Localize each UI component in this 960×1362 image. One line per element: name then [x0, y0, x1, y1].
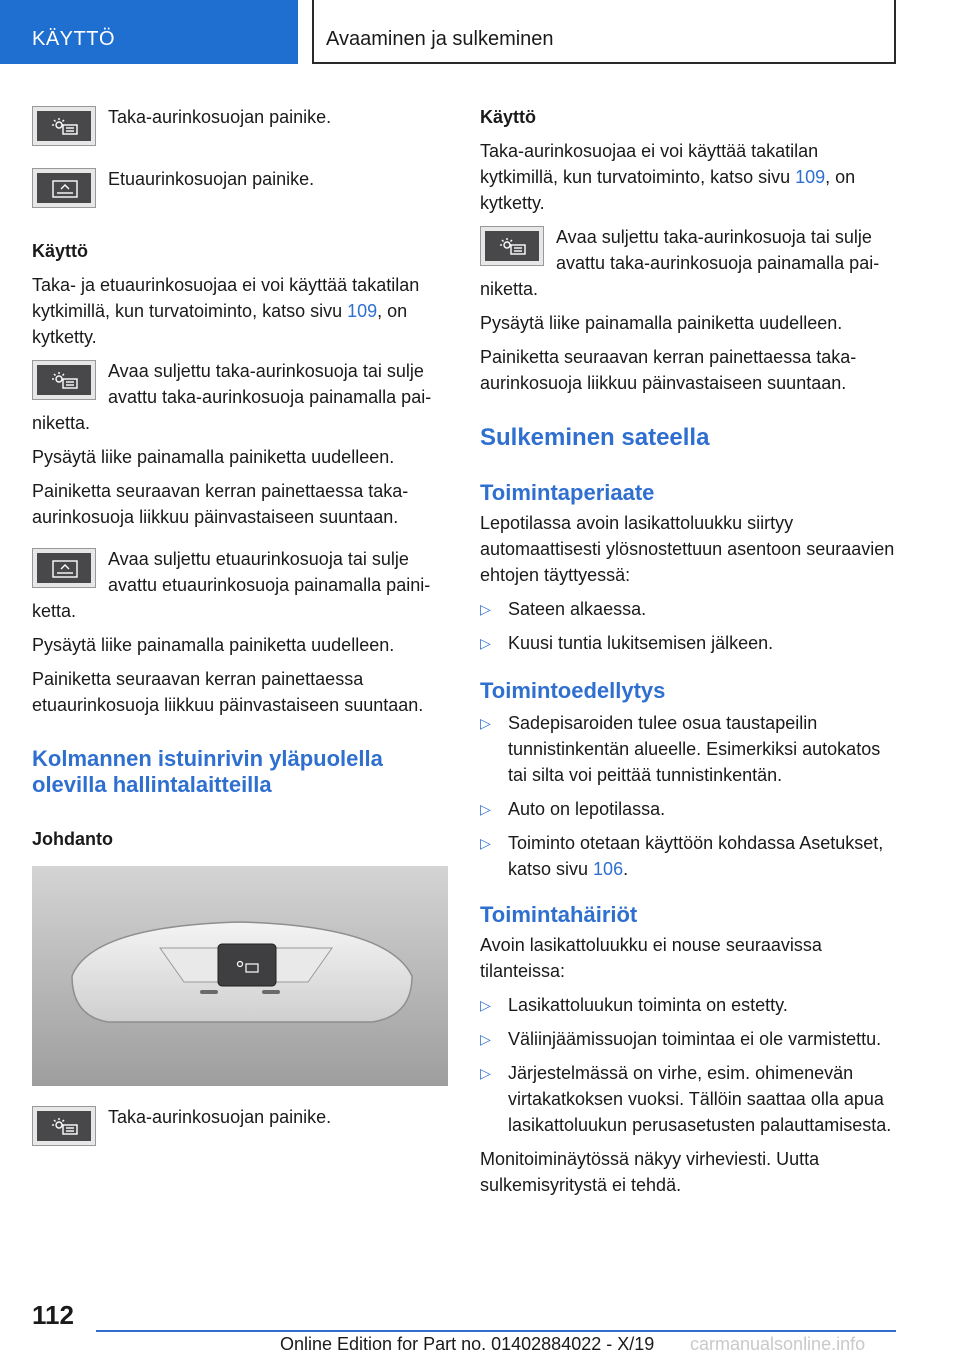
- section-heading-block: [32, 746, 448, 798]
- malfunctions-text: Avoin lasikattoluukku ei nouse seuraavissa tilanteissa:: [480, 935, 822, 981]
- overhead-control-photo: [32, 866, 448, 1086]
- principle-heading: Toimintaperiaate: [480, 480, 655, 505]
- requirements-section: [480, 678, 896, 890]
- bullet-triangle-icon: ▷: [480, 997, 491, 1013]
- photo-caption-block: [32, 1104, 448, 1130]
- stop-text: Pysäytä liike painamalla painiketta uudelleen.: [32, 447, 395, 467]
- bullet-triangle-icon: ▷: [480, 635, 491, 651]
- front-open-block: Avaa suljettu etuaurinkosuoja tai sulje avattu etuaurinkosuoja painamalla paini- ketta. Pysäytä liike painamalla painiketta uudelleen. Painiketta seuraavan kerran painettaessa etuaurinkosuoja liikkuu päinvastaiseen suuntaan.: [32, 546, 448, 726]
- stop-text: Pysäytä liike painamalla painiketta uudelleen.: [480, 313, 843, 333]
- rear-sunshade-button-icon: [32, 360, 96, 400]
- rear-sunshade-button-icon: [32, 106, 96, 146]
- photo-caption: Taka-aurinkosuojan painike.: [108, 1107, 332, 1127]
- front-open-text: Avaa suljettu etuaurinkosuoja tai sulje avattu etuaurinkosuoja painamalla paini-: [108, 549, 431, 595]
- usage-heading: Käyttö: [480, 107, 537, 127]
- page-link[interactable]: 109: [795, 167, 826, 187]
- list-item: ▷ Sadepisaroiden tulee osua taustapeilin tunnistinkentän alueelle. Esimerkiksi autokatos tai silta voi peittää tunnistinkentän.: [480, 710, 896, 788]
- malfunctions-section: [480, 902, 896, 1206]
- page-link[interactable]: 106: [593, 859, 624, 879]
- rain-closing-heading: Sulkeminen sateella: [480, 424, 710, 451]
- list-item: ▷ Lasikattoluukun toiminta on estetty.: [480, 992, 896, 1018]
- section-tab: [0, 0, 298, 64]
- rear-sunshade-button-icon: [32, 1106, 96, 1146]
- usage-text: Taka- ja etuaurinkosuojaa ei voi käyttää takatilan kytkimillä, kun turvatoiminto, katso sivu 109, on kytketty.: [32, 275, 420, 347]
- malfunctions-heading: Toimintahäiriöt: [480, 902, 638, 927]
- page-link[interactable]: 109: [347, 301, 378, 321]
- list-item: ▷ Sateen alkaessa.: [480, 596, 896, 622]
- rear-sunshade-button-icon: [480, 226, 544, 266]
- chapter-header: [312, 0, 896, 64]
- rear-next-text: Painiketta seuraavan kerran painettaessa taka-aurinkosuoja liikkuu päinvastaiseen suuntaan.: [32, 481, 409, 527]
- rear-button-legend: [32, 104, 448, 130]
- list-item: ▷ Kuusi tuntia lukitsemisen jälkeen.: [480, 630, 896, 656]
- section-heading: Kolmannen istuinrivin yläpuolella olevilla hallintalaitteilla: [32, 746, 383, 797]
- requirements-list: [480, 710, 896, 882]
- malfunctions-list: [480, 992, 896, 1138]
- chapter-title: Avaaminen ja sulkeminen: [326, 28, 554, 50]
- principle-text: Lepotilassa avoin lasikattoluukku siirtyy automaattisesti ylösnostettuun asentoon seuraavien ehtojen täyttyessä:: [480, 513, 895, 585]
- bullet-triangle-icon: ▷: [480, 835, 491, 851]
- edition-text: Online Edition for Part no. 01402884022 - X/19: [280, 1334, 655, 1354]
- footer-rule: [96, 1330, 896, 1332]
- front-button-legend: [32, 166, 448, 192]
- right-rear-open-block: Avaa suljettu taka-aurinkosuoja tai sulje avattu taka-aurinkosuoja painamalla pai- niketta. Pysäytä liike painamalla painiketta uudelleen. Painiketta seuraavan kerran painettaessa taka-aurinkosuoja liikkuu päinvastaiseen suuntaan.: [480, 224, 896, 404]
- left-usage-block: [32, 238, 448, 358]
- front-next-text: Painiketta seuraavan kerran painettaessa etuaurinkosuoja liikkuu päinvastaiseen suuntaan.: [32, 669, 424, 715]
- list-item: ▷ Väliinjäämissuojan toimintaa ei ole varmistettu.: [480, 1026, 896, 1052]
- principle-section: [480, 480, 896, 664]
- list-item: ▷ Toiminto otetaan käyttöön kohdassa Asetukset, katso sivu 106.: [480, 830, 896, 882]
- front-sunshade-button-icon: [32, 548, 96, 588]
- bullet-triangle-icon: ▷: [480, 715, 491, 731]
- requirements-heading: Toimintoedellytys: [480, 678, 666, 703]
- bullet-triangle-icon: ▷: [480, 601, 491, 617]
- usage-heading: Käyttö: [32, 241, 89, 261]
- list-item: ▷ Auto on lepotilassa.: [480, 796, 896, 822]
- rain-closing-section: [480, 424, 896, 452]
- johdanto-block: [32, 826, 448, 860]
- final-note: Monitoiminäytössä näkyy virheviesti. Uutta sulkemisyritystä ei tehdä.: [480, 1149, 820, 1195]
- rear-button-caption: Taka-aurinkosuojan painike.: [108, 107, 332, 127]
- right-usage-block: [480, 104, 896, 224]
- intro-heading: Johdanto: [32, 829, 113, 849]
- rear-open-block: Avaa suljettu taka-aurinkosuoja tai sulje avattu taka-aurinkosuoja painamalla pai- niketta. Pysäytä liike painamalla painiketta uudelleen. Painiketta seuraavan kerran painettaessa taka-aurinkosuoja liikkuu päinvastaiseen suuntaan.: [32, 358, 448, 538]
- principle-list: [480, 596, 896, 656]
- front-button-caption: Etuaurinkosuojan painike.: [108, 169, 315, 189]
- rear-open-text: Avaa suljettu taka-aurinkosuoja tai sulje avattu taka-aurinkosuoja painamalla pai-: [108, 361, 432, 407]
- list-item: ▷ Järjestelmässä on virhe, esim. ohimenevän virtakatkoksen vuoksi. Tällöin saattaa olla apua lasikattoluukun perusasetusten palauttamisesta.: [480, 1060, 896, 1138]
- rear-open-text: Avaa suljettu taka-aurinkosuoja tai sulje avattu taka-aurinkosuoja painamalla pai-: [556, 227, 880, 273]
- bullet-triangle-icon: ▷: [480, 1065, 491, 1081]
- rear-next-text: Painiketta seuraavan kerran painettaessa taka-aurinkosuoja liikkuu päinvastaiseen suuntaan.: [480, 347, 857, 393]
- bullet-triangle-icon: ▷: [480, 1031, 491, 1047]
- watermark: carmanualsonline.info: [690, 1334, 866, 1354]
- bullet-triangle-icon: ▷: [480, 801, 491, 817]
- section-label: KÄYTTÖ: [32, 28, 116, 50]
- stop-text: Pysäytä liike painamalla painiketta uudelleen.: [32, 635, 395, 655]
- usage-text: Taka-aurinkosuojaa ei voi käyttää takatilan kytkimillä, kun turvatoiminto, katso sivu 109, on kytketty.: [480, 141, 856, 213]
- page-number: 112: [32, 1300, 74, 1330]
- front-sunshade-button-icon: [32, 168, 96, 208]
